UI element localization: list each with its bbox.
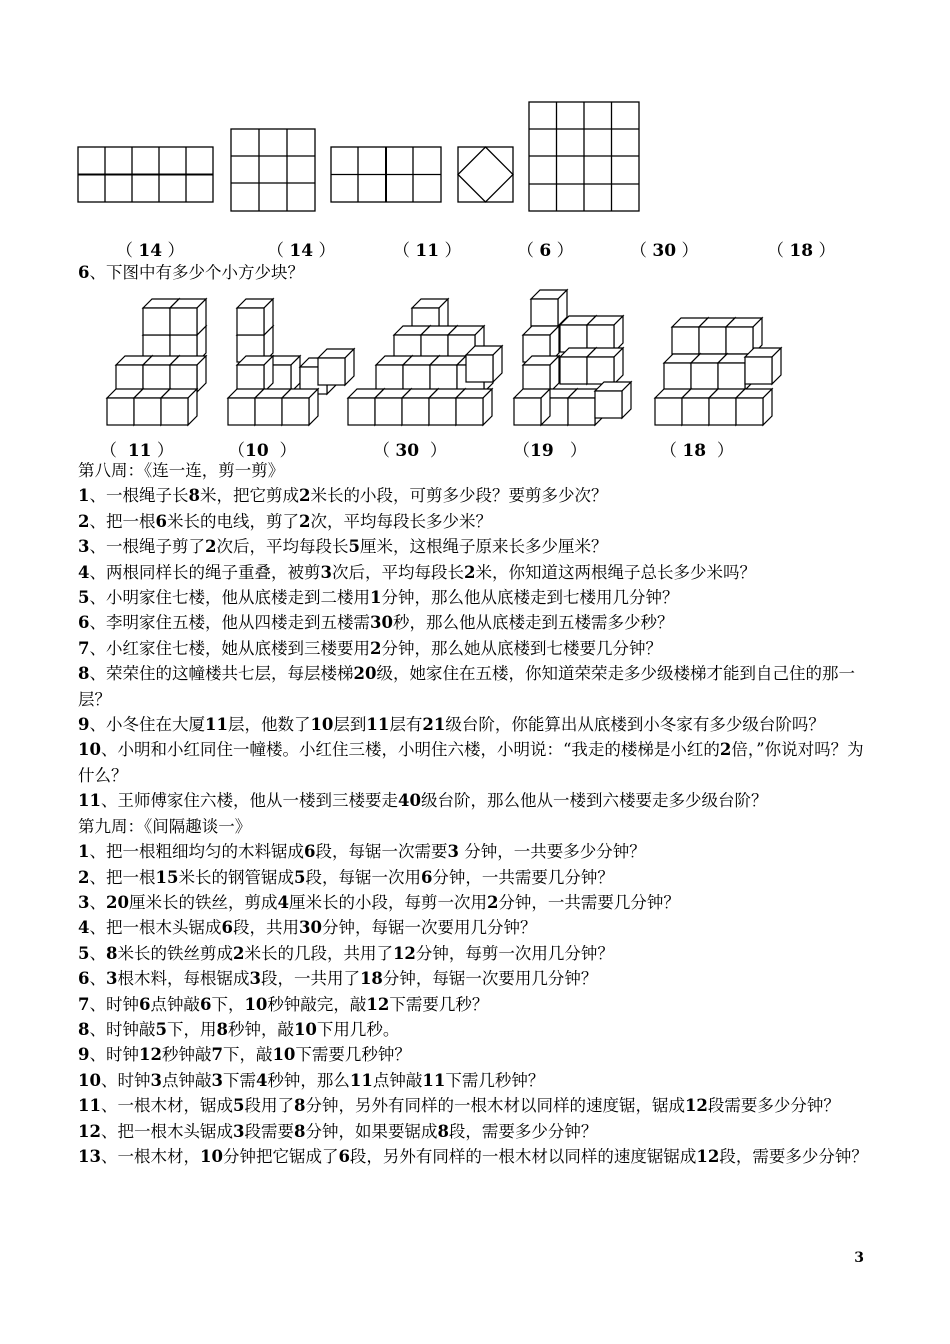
question-number: 1 [78, 486, 90, 506]
question-value: 8 [216, 1019, 228, 1039]
question-value: 10 [272, 1045, 296, 1065]
question-value: 4 [255, 1070, 268, 1090]
question-text: 分钟，每锯一次要用几分钟？ [321, 918, 537, 938]
question-text: 、小明家住七楼，他从底楼走到二楼用 [89, 588, 370, 608]
question-value: 5 [232, 1096, 245, 1116]
question-value: 21 [422, 715, 446, 735]
question-value: 6 [199, 994, 212, 1014]
cube [587, 348, 623, 384]
question-6: 6、下图中有多少个小方少块？ [78, 263, 304, 282]
question-text: 下，敲 [222, 1045, 273, 1065]
question-text: 秒钟敲 [161, 1045, 212, 1065]
question-value: 5 [155, 1019, 167, 1039]
question-text: 下用几秒。 [316, 1019, 400, 1039]
question-text: 段，共用 [232, 918, 299, 938]
question-value: 11 [349, 1070, 373, 1090]
question-text: 秒钟，敲 [227, 1019, 294, 1039]
week9-question-4 [78, 915, 878, 940]
answer-1: （ 14 ） [116, 241, 185, 261]
question-number: 10 [78, 1070, 101, 1090]
question-value: 20 [353, 664, 377, 684]
page-number: 3 [854, 1250, 864, 1266]
week8-question-10 [78, 737, 878, 788]
question-text: 下需要几秒？ [389, 994, 489, 1014]
question-value: 6 [420, 867, 433, 887]
question-text: 点钟敲 [372, 1070, 423, 1090]
question-value: 8 [105, 943, 118, 963]
question-value: 2 [204, 537, 217, 557]
question-value: 30 [369, 613, 393, 633]
question-text: 段需要 [244, 1121, 294, 1141]
question-number: 6 [78, 969, 90, 989]
week9-question-9 [78, 1042, 878, 1067]
question-text: 下需 [222, 1070, 256, 1090]
question-value: 3 [150, 1070, 162, 1090]
question-text: 段，一共用了 [260, 969, 360, 989]
question-value: 12 [684, 1096, 708, 1116]
question-value: 10 [244, 994, 268, 1014]
question-text: 厘米长的小段，每剪一次用 [288, 892, 487, 912]
question-text: 、一根绳子长 [89, 486, 189, 506]
question-value: 3 [105, 969, 118, 989]
question-number: 6 [78, 613, 90, 633]
cube-answer-1: （ 11 ） [100, 441, 174, 461]
question-text: 米，你知道这两根绳子总长多少米吗？ [475, 562, 756, 582]
question-value: 11 [366, 715, 390, 735]
cube [736, 389, 772, 425]
question-number: 1 [78, 842, 90, 862]
week8-question-6 [78, 610, 878, 635]
cube-answer-2: （10 ） [228, 441, 297, 461]
question-text: 段需要多少分钟？ [707, 1096, 840, 1116]
question-value: 8 [293, 1121, 306, 1141]
question-number: 9 [78, 715, 90, 735]
question-text: 分钟，另外有同样的一根木材以同样的速度锯，锯成 [305, 1096, 685, 1116]
question-text: 段，需要多少分钟？ [448, 1121, 598, 1141]
week8-question-5 [78, 585, 878, 610]
question-value: 3 [232, 1121, 245, 1141]
question-value: 30 [298, 918, 322, 938]
question-number: 4 [78, 562, 90, 582]
question-number: 8 [78, 664, 90, 684]
cube-figures [0, 0, 950, 480]
week8-question-3 [78, 534, 878, 559]
question-number: 2 [78, 511, 90, 531]
question-text: 段，每锯一次用 [305, 867, 421, 887]
week9-question-10 [78, 1068, 878, 1093]
cube [170, 356, 206, 392]
question-text: 倍，”你说对吗？为什么？ [78, 740, 864, 785]
cube [170, 299, 206, 335]
question-text: 下， [211, 994, 245, 1014]
question-value: 7 [211, 1045, 223, 1065]
cube [523, 356, 559, 392]
question-value: 6 [338, 1146, 350, 1166]
question-value: 2 [719, 740, 732, 760]
question-text: 、把一根 [89, 867, 156, 887]
week8-question-4 [78, 560, 878, 585]
question-number: 12 [78, 1121, 101, 1141]
cube [745, 348, 781, 384]
question-text: 、 [89, 969, 106, 989]
question-text: 米长的铁丝剪成 [117, 943, 233, 963]
question-value: 8 [437, 1121, 449, 1141]
question-number: 11 [78, 1096, 101, 1116]
answer-6: （ 18 ） [767, 241, 836, 261]
question-text: 、一根绳子剪了 [89, 537, 205, 557]
question-text: 厘米长的铁丝，剪成 [128, 892, 278, 912]
question-text: 分钟，那么她从底楼到七楼要几分钟？ [381, 638, 662, 658]
question-text: 下需几秒钟？ [445, 1070, 545, 1090]
question-text: 分钟，那么他从底楼走到七楼用几分钟？ [381, 588, 679, 608]
cube [237, 299, 273, 335]
week8-question-11 [78, 788, 878, 813]
week9-question-3 [78, 890, 878, 915]
question-text: 秒钟敲完，敲 [267, 994, 367, 1014]
question-text: 分钟把它锯成了 [222, 1146, 339, 1166]
question-text: 、把一根木头锯成 [89, 918, 222, 938]
question-number: 11 [78, 791, 101, 811]
question-value: 2 [232, 943, 245, 963]
question-text: 次后，平均每段长 [331, 562, 464, 582]
question-number: 8 [78, 1019, 90, 1039]
question-text: 次后，平均每段长 [216, 537, 349, 557]
week9-question-12 [78, 1119, 878, 1144]
week9-question-6 [78, 966, 878, 991]
question-text: 级，她家住在五楼，你知道荣荣走多少级楼梯才能到自己住的那一层？ [78, 664, 855, 709]
question-text: 层有 [389, 715, 423, 735]
week9-question-11 [78, 1093, 878, 1118]
week9-question-7 [78, 992, 878, 1017]
question-text: 下需要几秒钟？ [295, 1045, 411, 1065]
question-value: 11 [204, 715, 228, 735]
question-text: 、小明和小红同住一幢楼。小红住三楼，小明住六楼，小明说：“我走的楼梯是小红的 [100, 740, 720, 760]
week9-question-2 [78, 865, 878, 890]
question-value: 10 [310, 715, 334, 735]
week8-title: 第八周：《连一连，剪一剪》 [78, 461, 285, 480]
question-value: 12 [138, 1045, 162, 1065]
question-text: 、 [89, 892, 106, 912]
question-text: 、小红家住七楼，她从底楼到三楼要用 [89, 638, 370, 658]
question-text: 分钟，每锯一次要用几分钟？ [382, 969, 598, 989]
question-text: 、时钟 [100, 1070, 151, 1090]
question-number: 9 [78, 1045, 90, 1065]
question-text: 分钟，一共需要几分钟？ [498, 892, 680, 912]
question-value: 10 [293, 1019, 317, 1039]
question-number: 7 [78, 638, 90, 658]
week8-question-1 [78, 483, 878, 508]
question-number: 3 [78, 537, 90, 557]
week9-question-13 [78, 1144, 878, 1169]
week8-question-8 [78, 661, 878, 712]
question-text: 、把一根粗细均匀的木料锯成 [89, 842, 304, 862]
week8-question-7 [78, 636, 878, 661]
week8-question-9 [78, 712, 878, 737]
question-value: 2 [369, 638, 382, 658]
question-text: 、把一根 [89, 511, 156, 531]
question-text: 、把一根木头锯成 [100, 1121, 233, 1141]
question-text: 段用了 [244, 1096, 294, 1116]
question-number: 3 [78, 892, 90, 912]
question-value: 6 [138, 994, 151, 1014]
question-value: 2 [486, 892, 499, 912]
question-value: 2 [463, 562, 476, 582]
question-value: 2 [298, 511, 311, 531]
question-value: 3 [249, 969, 261, 989]
question-text: 、小冬住在大厦 [89, 715, 205, 735]
question-text: 级台阶，你能算出从底楼到小冬家有多少级台阶吗？ [445, 715, 825, 735]
question-text: 段，每锯一次需要 [315, 842, 448, 862]
question-value: 5 [348, 537, 360, 557]
week9-title: 第九周：《间隔趣谈一》 [78, 816, 252, 836]
question-text: 、一根木材， [100, 1146, 200, 1166]
week9-questions [78, 839, 878, 1169]
cube [587, 316, 623, 352]
question-text: 米长的钢管锯成 [178, 867, 294, 887]
question-number: 5 [78, 588, 90, 608]
question-text: 段，需要多少分钟？ [719, 1146, 868, 1166]
question-text: 级台阶，那么他从一楼到六楼要走多少级台阶？ [420, 791, 768, 811]
question-text: 分钟，每剪一次用几分钟？ [415, 943, 614, 963]
question-number: 13 [78, 1146, 101, 1166]
question-value: 12 [392, 943, 416, 963]
question-value: 5 [293, 867, 306, 887]
question-text: 、时钟敲 [89, 1019, 156, 1039]
question-text: 点钟敲 [150, 994, 200, 1014]
question-value: 6 [303, 842, 316, 862]
question-text: 秒，那么他从底楼走到五楼需多少秒？ [392, 613, 674, 633]
question-text: 、李明家住五楼，他从四楼走到五楼需 [89, 613, 370, 633]
question-text: 米长的电线，剪了 [166, 511, 299, 531]
answer-5: （ 30 ） [630, 241, 699, 261]
question-number: 7 [78, 994, 90, 1014]
question-text: 、两根同样长的绳子重叠，被剪 [89, 562, 321, 582]
question-value: 40 [397, 791, 421, 811]
question-value: 1 [369, 588, 382, 608]
cube-answer-5: （ 18 ） [660, 441, 734, 461]
question-text: 分钟，一共要多少分钟？ [458, 842, 646, 862]
question-number: 4 [78, 918, 90, 938]
cube [161, 389, 197, 425]
cube-answer-3: （ 30 ） [373, 441, 447, 461]
answer-3: （ 11 ） [393, 241, 462, 261]
week9-question-8 [78, 1017, 878, 1042]
cube [514, 389, 550, 425]
question-text: 米长的小段，可剪多少段？要剪多少次？ [310, 486, 608, 506]
question-number: 10 [78, 740, 101, 760]
question-text: 次，平均每段长多少米？ [310, 511, 492, 531]
week9-question-1 [78, 839, 878, 864]
cube [466, 346, 502, 382]
question-value: 2 [298, 486, 311, 506]
question-text: 点钟敲 [161, 1070, 212, 1090]
question-text: 、王师傅家住六楼，他从一楼到三楼要走 [100, 791, 398, 811]
question-value: 8 [188, 486, 200, 506]
question-number: 5 [78, 943, 90, 963]
week8-questions [78, 483, 878, 813]
cube [282, 389, 318, 425]
question-text: 、时钟 [89, 994, 139, 1014]
question-text: 厘米，这根绳子原来长多少厘米？ [359, 537, 608, 557]
question-value: 11 [422, 1070, 446, 1090]
cube [595, 382, 631, 418]
cube-answer-4: （19 ） [513, 441, 587, 461]
question-value: 10 [199, 1146, 223, 1166]
question-number: 2 [78, 867, 90, 887]
answer-4: （ 6 ） [517, 241, 574, 261]
worksheet-body [78, 458, 878, 1169]
question-value: 15 [155, 867, 179, 887]
answer-2: （ 14 ） [267, 241, 336, 261]
question-value: 12 [366, 994, 390, 1014]
question-text: 下，用 [166, 1019, 217, 1039]
question-value: 12 [696, 1146, 720, 1166]
week9-question-5 [78, 941, 878, 966]
cube [318, 349, 354, 385]
cube [237, 356, 273, 392]
question-text: 、荣荣住的这幢楼共七层，每层楼梯 [89, 664, 354, 684]
question-text: 层到 [333, 715, 367, 735]
question-text: 、时钟 [89, 1045, 139, 1065]
question-value: 6 [155, 511, 167, 531]
week8-question-2 [78, 509, 878, 534]
question-value: 8 [293, 1096, 306, 1116]
question-text: 秒钟，那么 [267, 1070, 350, 1090]
question-text: 段，另外有同样的一根木材以同样的速度锯锯成 [349, 1146, 697, 1166]
question-text: 米长的几段，共用了 [244, 943, 393, 963]
question-text: 米，把它剪成 [199, 486, 299, 506]
question-value: 3 [211, 1070, 223, 1090]
cube [531, 290, 567, 326]
question-value: 18 [359, 969, 383, 989]
question-value: 4 [277, 892, 289, 912]
question-value: 3 [320, 562, 332, 582]
question-text: 层，他数了 [227, 715, 311, 735]
question-text: 、 [89, 943, 106, 963]
question-text: 根木料，每根锯成 [117, 969, 250, 989]
question-value: 3 [447, 842, 459, 862]
question-value: 20 [105, 892, 129, 912]
question-text: 分钟，如果要锯成 [305, 1121, 438, 1141]
question-text: 、一根木材，锯成 [100, 1096, 233, 1116]
question-text: 分钟，一共需要几分钟？ [432, 867, 614, 887]
cube [456, 389, 492, 425]
question-value: 6 [221, 918, 233, 938]
